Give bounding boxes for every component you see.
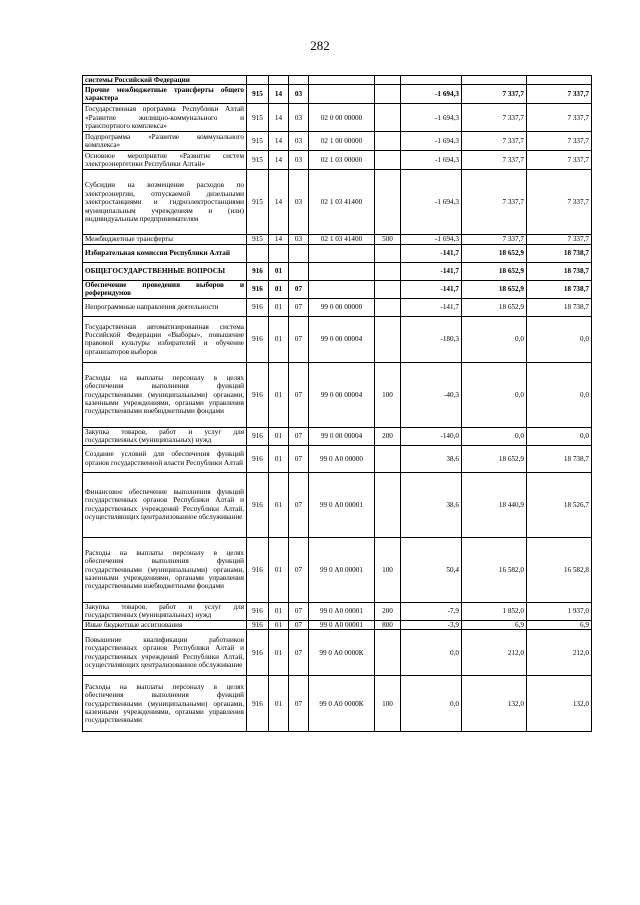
subsection-code: 07 [289,362,309,427]
row-name: Иные бюджетные ассигнования [83,620,247,629]
amount-2 [462,76,527,85]
expense-type: 800 [375,620,401,629]
subsection-code: 07 [289,316,309,362]
table-row [83,537,592,602]
section-code: 01 [269,427,289,445]
target-article: 99 0 А0 00001 [309,472,375,537]
subsection-code [289,76,309,85]
subsection-code: 03 [289,85,309,104]
amount-1: 0,0 [401,676,462,732]
amount-1: -1 694,3 [401,132,462,151]
row-name: Межбюджетные трансферты [83,235,247,244]
table-row [83,602,592,620]
admin-code: 916 [247,620,269,629]
expense-type: 500 [375,235,401,244]
amount-3: 18 738,7 [527,262,592,280]
subsection-code: 03 [289,132,309,151]
amount-3: 7 337,7 [527,85,592,104]
target-article: 02 1 03 41400 [309,170,375,235]
amount-2: 16 582,0 [462,537,527,602]
amount-2: 18 652,9 [462,445,527,472]
amount-3: 7 337,7 [527,235,592,244]
amount-3: 18 738,7 [527,445,592,472]
row-name: Создание условий для обеспечения функций органов государственной власти Республики Алтай [83,445,247,472]
amount-3: 212,0 [527,630,592,676]
subsection-code [289,262,309,280]
amount-3: 7 337,7 [527,151,592,170]
subsection-code: 03 [289,104,309,132]
amount-3: 6,9 [527,620,592,629]
expense-type: 100 [375,537,401,602]
amount-2: 7 337,7 [462,104,527,132]
table-row [83,445,592,472]
subsection-code: 07 [289,602,309,620]
target-article [309,85,375,104]
expense-type [375,630,401,676]
admin-code: 916 [247,298,269,316]
section-code: 14 [269,85,289,104]
section-code: 01 [269,620,289,629]
admin-code: 916 [247,676,269,732]
expense-type: 100 [375,362,401,427]
target-article: 99 0 А0 00001 [309,537,375,602]
subsection-code: 07 [289,445,309,472]
target-article: 99 0 А0 0000К [309,676,375,732]
expense-type [375,151,401,170]
amount-2: 7 337,7 [462,170,527,235]
amount-3: 16 582,8 [527,537,592,602]
expense-type [375,170,401,235]
admin-code: 915 [247,104,269,132]
table-row [83,280,592,298]
table-row [83,235,592,244]
target-article: 02 1 03 41400 [309,235,375,244]
section-code: 14 [269,170,289,235]
section-code: 01 [269,602,289,620]
table-row [83,151,592,170]
expense-type [375,132,401,151]
amount-1: -180,3 [401,316,462,362]
amount-1 [401,76,462,85]
row-name: Субсидии на возмещение расходов по электроэнергии, отпускаемой дизельными электростанциями и гидроэлектростанциями муниципальным учреждениям и (или) индивидуальным предпринимателям [83,170,247,235]
table-row [83,85,592,104]
amount-2: 0,0 [462,362,527,427]
expense-type [375,262,401,280]
section-code: 01 [269,676,289,732]
amount-3: 18 738,7 [527,298,592,316]
page-number: 282 [310,38,330,53]
section-code: 01 [269,316,289,362]
admin-code: 916 [247,472,269,537]
admin-code [247,244,269,262]
amount-1: -140,0 [401,427,462,445]
expense-type [375,472,401,537]
section-code: 14 [269,104,289,132]
target-article: 02 1 03 00000 [309,151,375,170]
section-code [269,244,289,262]
admin-code: 916 [247,316,269,362]
amount-1: -1 694,3 [401,104,462,132]
target-article: 99 0 А0 0000К [309,630,375,676]
amount-2: 18 440,9 [462,472,527,537]
row-name: Закупка товаров, работ и услуг для государственных (муниципальных) нужд [83,427,247,445]
admin-code: 916 [247,262,269,280]
admin-code: 916 [247,280,269,298]
amount-3: 0,0 [527,362,592,427]
target-article: 99 0 А0 00000 [309,445,375,472]
row-name: Непрограммные направления деятельности [83,298,247,316]
expense-type: 200 [375,602,401,620]
amount-1: -141,7 [401,280,462,298]
expense-type [375,244,401,262]
amount-2: 18 652,9 [462,244,527,262]
amount-1: -1 694,3 [401,85,462,104]
amount-3: 18 738,7 [527,244,592,262]
table-row [83,262,592,280]
row-name: Обеспечение проведения выборов и референдумов [83,280,247,298]
table-row [83,298,592,316]
admin-code: 916 [247,602,269,620]
admin-code: 915 [247,170,269,235]
amount-2: 6,9 [462,620,527,629]
amount-3: 7 337,7 [527,170,592,235]
row-name: Подпрограмма «Развитие коммунального комплекса» [83,132,247,151]
table-body [83,76,592,732]
row-name: Повышение квалификации работников государственных органов Республики Алтай и государственных учреждений Республики Алтай, осуществляющих централизованное обслуживание [83,630,247,676]
subsection-code: 03 [289,151,309,170]
budget-table [82,75,592,732]
amount-2: 18 652,9 [462,298,527,316]
amount-2: 7 337,7 [462,235,527,244]
target-article: 99 0 А0 00001 [309,602,375,620]
amount-1: 38,6 [401,445,462,472]
subsection-code [289,244,309,262]
subsection-code: 07 [289,620,309,629]
table-row [83,170,592,235]
target-article: 99 0 А0 00001 [309,620,375,629]
subsection-code: 03 [289,235,309,244]
target-article: 99 0 00 00004 [309,316,375,362]
amount-2: 212,0 [462,630,527,676]
amount-2: 0,0 [462,427,527,445]
section-code: 01 [269,280,289,298]
section-code: 01 [269,472,289,537]
expense-type [375,104,401,132]
amount-1: -1 694,3 [401,235,462,244]
row-name: Прочие межбюджетные трансферты общего характера [83,85,247,104]
table-row [83,76,592,85]
amount-2: 7 337,7 [462,151,527,170]
table-row [83,362,592,427]
subsection-code: 07 [289,472,309,537]
admin-code: 916 [247,537,269,602]
amount-1: -3,9 [401,620,462,629]
amount-3: 18 738,7 [527,280,592,298]
row-name: Расходы на выплаты персоналу в целях обеспечения выполнения функций государственными (муниципальными) органами, казенными учреждениями, органами управления государственными внебюджетными фондами [83,537,247,602]
row-name: системы Российской Федерации [83,76,247,85]
amount-3: 7 337,7 [527,104,592,132]
subsection-code: 07 [289,676,309,732]
section-code: 01 [269,298,289,316]
section-code [269,76,289,85]
target-article: 99 0 00 00000 [309,298,375,316]
target-article [309,262,375,280]
amount-1: -141,7 [401,298,462,316]
target-article: 99 0 00 00004 [309,427,375,445]
section-code: 01 [269,362,289,427]
admin-code: 915 [247,85,269,104]
expense-type: 100 [375,676,401,732]
amount-3: 132,0 [527,676,592,732]
amount-3 [527,76,592,85]
admin-code: 915 [247,132,269,151]
amount-1: -1 694,3 [401,170,462,235]
table-row [83,316,592,362]
target-article [309,244,375,262]
row-name: Расходы на выплаты персоналу в целях обеспечения выполнения функций государственными (муниципальными) органами, казенными учреждениями, органами управления государственными [83,676,247,732]
amount-3: 1 937,0 [527,602,592,620]
admin-code: 916 [247,427,269,445]
amount-1: 0,0 [401,630,462,676]
subsection-code: 07 [289,630,309,676]
amount-3: 18 526,7 [527,472,592,537]
section-code: 01 [269,445,289,472]
amount-1: -141,7 [401,244,462,262]
section-code: 14 [269,235,289,244]
subsection-code: 07 [289,280,309,298]
table-row [83,676,592,732]
table-row [83,630,592,676]
section-code: 01 [269,537,289,602]
amount-1: 38,6 [401,472,462,537]
admin-code: 915 [247,235,269,244]
row-name: Государственная автоматизированная система Российской Федерации «Выборы», повышение правовой культуры избирателей и обучение организаторов выборов [83,316,247,362]
amount-1: -7,9 [401,602,462,620]
target-article: 02 0 00 00000 [309,104,375,132]
target-article [309,76,375,85]
table-row [83,132,592,151]
target-article [309,280,375,298]
expense-type [375,298,401,316]
target-article: 99 0 00 00004 [309,362,375,427]
row-name: Избирательная комиссия Республики Алтай [83,244,247,262]
amount-1: 50,4 [401,537,462,602]
amount-1: -40,3 [401,362,462,427]
amount-2: 132,0 [462,676,527,732]
admin-code: 916 [247,362,269,427]
row-name: Государственная программа Республики Алтай «Развитие жилищно-коммунального и транспортного комплекса» [83,104,247,132]
subsection-code: 07 [289,427,309,445]
target-article: 02 1 00 00000 [309,132,375,151]
amount-3: 7 337,7 [527,132,592,151]
row-name: Расходы на выплаты персоналу в целях обеспечения выполнения функций государственными (муниципальными) органами, казенными учреждениями, органами управления государственными внебюджетными фондами [83,362,247,427]
subsection-code: 07 [289,298,309,316]
row-name: Закупка товаров, работ и услуг для государственных (муниципальных) нужд [83,602,247,620]
amount-3: 0,0 [527,427,592,445]
amount-2: 18 652,9 [462,280,527,298]
table-row [83,104,592,132]
section-code: 01 [269,630,289,676]
expense-type [375,85,401,104]
admin-code [247,76,269,85]
amount-2: 7 337,7 [462,85,527,104]
admin-code: 916 [247,630,269,676]
section-code: 01 [269,262,289,280]
section-code: 14 [269,151,289,170]
subsection-code: 07 [289,537,309,602]
table-row [83,427,592,445]
amount-2: 1 852,0 [462,602,527,620]
row-name: Основное мероприятие «Развитие систем электроэнергетики Республики Алтай» [83,151,247,170]
expense-type: 200 [375,427,401,445]
amount-1: -141,7 [401,262,462,280]
admin-code: 916 [247,445,269,472]
table-row [83,620,592,629]
amount-2: 18 652,9 [462,262,527,280]
subsection-code: 03 [289,170,309,235]
amount-1: -1 694,3 [401,151,462,170]
expense-type [375,76,401,85]
expense-type [375,316,401,362]
admin-code: 915 [247,151,269,170]
amount-3: 0,0 [527,316,592,362]
section-code: 14 [269,132,289,151]
row-name: Финансовое обеспечение выполнения функций государственных органов Республики Алтай и государственных учреждений Республики Алтай, осуществляющих централизованное обслуживание [83,472,247,537]
row-name: ОБЩЕГОСУДАРСТВЕННЫЕ ВОПРОСЫ [83,262,247,280]
expense-type [375,445,401,472]
amount-2: 7 337,7 [462,132,527,151]
expense-type [375,280,401,298]
amount-2: 0,0 [462,316,527,362]
table-row [83,472,592,537]
table-row [83,244,592,262]
